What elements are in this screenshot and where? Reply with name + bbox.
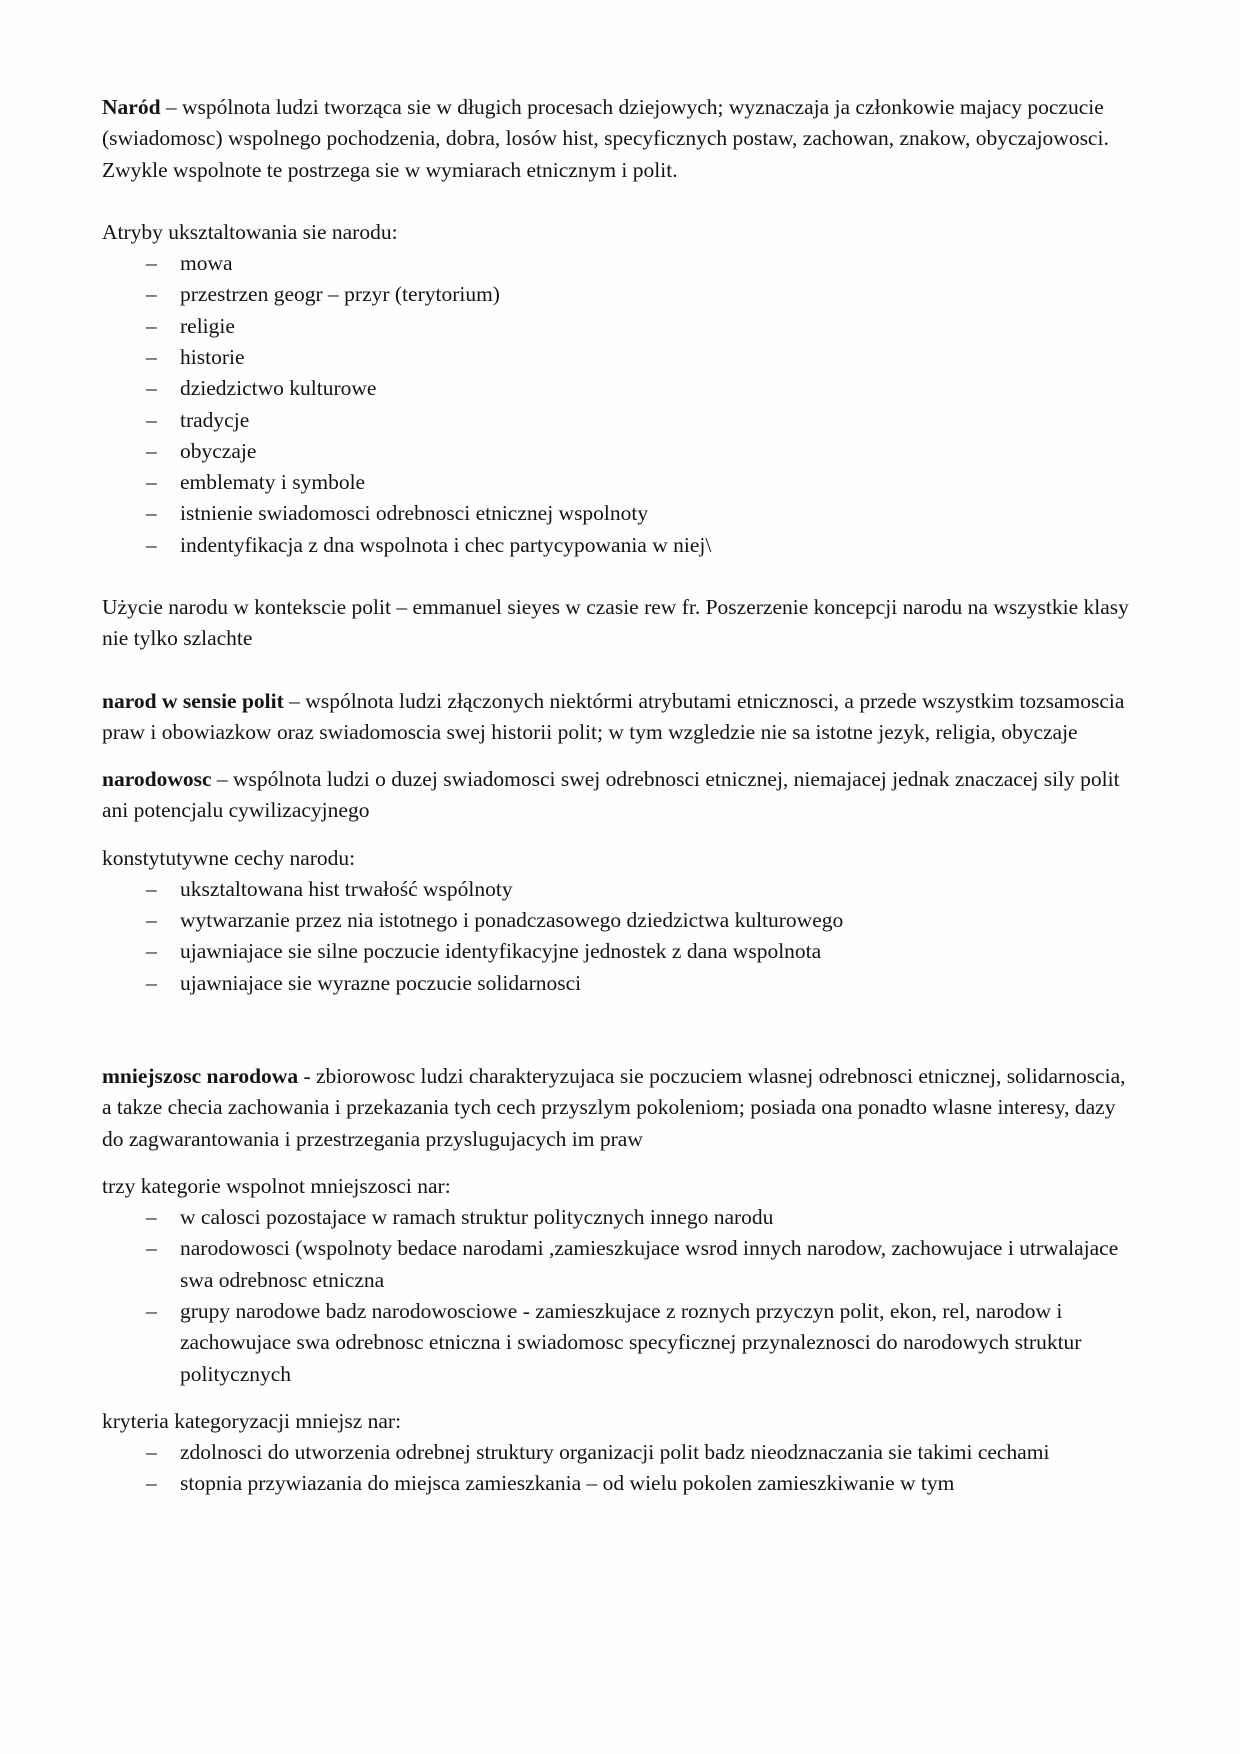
paragraph-spacer xyxy=(102,748,1132,764)
paragraph-spacer xyxy=(102,186,1132,217)
list-item xyxy=(102,968,1132,999)
paragraph-lead-term: mniejszosc narodowa xyxy=(102,1064,299,1089)
list-konstytutywne-list xyxy=(102,874,1132,999)
paragraph-atryby-heading xyxy=(102,217,1132,248)
dash-bullet-icon: – xyxy=(146,282,157,307)
paragraph-lead-term: narodowosc xyxy=(102,767,212,792)
list-trzy-kategorie-list xyxy=(102,1202,1132,1390)
dash-bullet-icon: – xyxy=(146,1440,157,1465)
paragraph-text: konstytutywne cechy narodu: xyxy=(102,845,356,870)
paragraph-lead-term: Naród xyxy=(102,95,161,119)
list-kryteria-list xyxy=(102,1437,1132,1500)
paragraph-lead-term: narod w sensie polit xyxy=(102,688,284,713)
paragraph-text: - zbiorowosc ludzi charakteryzujaca sie poczuciem wlasnej odrebnosci etnicznej, solidarnoscia, a takze checia zachowania i przekazania tych cech przyszlym pokoleniom; posiada ona ponadto wlasne interesy, dazy do zagwarantowania i przestrzegania przyslugujacych im praw xyxy=(102,1064,1126,1151)
paragraph-uzycie-narodu xyxy=(102,592,1132,655)
list-item-text: religie xyxy=(180,313,235,338)
paragraph-def-narod xyxy=(102,92,1132,186)
list-item-text: uksztaltowana hist trwałość wspólnoty xyxy=(180,876,513,901)
list-item-text: wytwarzanie przez nia istotnego i ponadczasowego dziedzictwa kulturowego xyxy=(180,908,844,933)
paragraph-def-narod-polit xyxy=(102,686,1132,749)
dash-bullet-icon: – xyxy=(146,1236,157,1261)
paragraph-def-mniejszosc xyxy=(102,1061,1132,1155)
dash-bullet-icon: – xyxy=(146,501,157,526)
dash-bullet-icon: – xyxy=(146,1299,157,1323)
list-item-text: istnienie swiadomosci odrebnosci etnicznej wspolnoty xyxy=(180,501,649,526)
paragraph-def-narodowosc xyxy=(102,764,1132,827)
dash-bullet-icon: – xyxy=(146,939,157,964)
list-item-text: dziedzictwo kulturowe xyxy=(180,376,377,401)
list-item-text: emblematy i symbole xyxy=(180,470,366,495)
dash-bullet-icon: – xyxy=(146,1471,157,1496)
list-item-text: w calosci pozostajace w ramach struktur politycznych innego narodu xyxy=(180,1205,774,1230)
list-item xyxy=(102,342,1132,373)
paragraph-text: Atryby uksztaltowania sie narodu: xyxy=(102,219,398,244)
list-item xyxy=(102,1468,1132,1499)
dash-bullet-icon: – xyxy=(146,970,157,995)
dash-bullet-icon: – xyxy=(146,313,157,338)
list-item xyxy=(102,248,1132,279)
dash-bullet-icon: – xyxy=(146,532,157,557)
list-item xyxy=(102,467,1132,498)
dash-bullet-icon: – xyxy=(146,251,157,276)
paragraph-spacer xyxy=(102,999,1132,1061)
list-item-text: mowa xyxy=(180,251,233,276)
dash-bullet-icon: – xyxy=(146,376,157,401)
list-item xyxy=(102,436,1132,467)
dash-bullet-icon: – xyxy=(146,876,157,901)
list-item xyxy=(102,936,1132,967)
dash-bullet-icon: – xyxy=(146,407,157,432)
list-item-text: przestrzen geogr – przyr (terytorium) xyxy=(180,282,500,307)
dash-bullet-icon: – xyxy=(146,1205,157,1230)
list-item-text: historie xyxy=(180,344,245,369)
paragraph-text: Użycie narodu w kontekscie polit – emmanuel sieyes w czasie rew fr. Poszerzenie koncepcji narodu na wszystkie klasy nie tylko szlachte xyxy=(102,594,1129,651)
dash-bullet-icon: – xyxy=(146,438,157,463)
paragraph-konstytutywne-heading xyxy=(102,843,1132,874)
paragraph-spacer xyxy=(102,655,1132,686)
paragraph-text: kryteria kategoryzacji mniejsz nar: xyxy=(102,1408,402,1433)
list-item-text: ujawniajace sie silne poczucie identyfikacyjne jednostek z dana wspolnota xyxy=(180,939,822,964)
list-item xyxy=(102,1296,1132,1390)
paragraph-spacer xyxy=(102,1155,1132,1171)
list-item-text: tradycje xyxy=(180,407,250,432)
list-atryby-list xyxy=(102,248,1132,561)
list-item-text: grupy narodowe badz narodowosciowe - zamieszkujace z roznych przyczyn polit, ekon, rel, narodow i zachowujace swa odrebnosc etniczna i swiadomosc specyficznej przynaleznosci do narodowych struktur politycznych xyxy=(180,1299,1082,1386)
list-item xyxy=(102,905,1132,936)
document-body xyxy=(102,92,1132,1500)
paragraph-text: trzy kategorie wspolnot mniejszosci nar: xyxy=(102,1173,451,1198)
list-item xyxy=(102,530,1132,561)
paragraph-text: – wspólnota ludzi złączonych niektórmi atrybutami etnicznosci, a przede wszystkim tozsamoscia praw i obowiazkow oraz swiadomoscia swej historii polit; w tym wzgledzie nie sa istotne jezyk, religia, obyczaje xyxy=(102,688,1125,744)
dash-bullet-icon: – xyxy=(146,908,157,933)
paragraph-spacer xyxy=(102,561,1132,592)
list-item xyxy=(102,373,1132,404)
list-item-text: obyczaje xyxy=(180,438,257,463)
list-item xyxy=(102,279,1132,310)
list-item xyxy=(102,311,1132,342)
list-item xyxy=(102,1233,1132,1296)
dash-bullet-icon: – xyxy=(146,344,157,369)
paragraph-trzy-kategorie-heading xyxy=(102,1171,1132,1202)
list-item xyxy=(102,1437,1132,1468)
list-item xyxy=(102,874,1132,905)
dash-bullet-icon: – xyxy=(146,470,157,495)
paragraph-kryteria-heading xyxy=(102,1406,1132,1437)
list-item-text: stopnia przywiazania do miejsca zamieszkania – od wielu pokolen zamieszkiwanie w tym xyxy=(180,1471,955,1496)
list-item-text: narodowosci (wspolnoty bedace narodami ,zamieszkujace wsrod innych narodow, zachowujace i utrwalajace swa odrebnosc etniczna xyxy=(180,1236,1119,1292)
paragraph-spacer xyxy=(102,827,1132,843)
list-item xyxy=(102,1202,1132,1233)
paragraph-text: – wspólnota ludzi o duzej swiadomosci swej odrebnosci etnicznej, niemajacej jednak znaczacej sily polit ani potencjalu cywilizacyjnego xyxy=(102,767,1120,823)
list-item-text: zdolnosci do utworzenia odrebnej struktury organizacji polit badz nieodznaczania sie takimi cechami xyxy=(180,1440,1050,1465)
list-item-text: indentyfikacja z dna wspolnota i chec partycypowania w niej\ xyxy=(180,532,712,557)
paragraph-spacer xyxy=(102,1390,1132,1406)
list-item xyxy=(102,405,1132,436)
list-item-text: ujawniajace sie wyrazne poczucie solidarnosci xyxy=(180,970,582,995)
paragraph-text: – wspólnota ludzi tworząca sie w długich procesach dziejowych; wyznaczaja ja członkowie majacy poczucie (swiadomosc) wspolnego pochodzenia, dobra, losów hist, specyficznych postaw, zachowan, znakow, obyczajowosci. Zwykle wspolnote te postrzega sie w wymiarach etnicznym i polit. xyxy=(102,95,1109,182)
list-item xyxy=(102,498,1132,529)
